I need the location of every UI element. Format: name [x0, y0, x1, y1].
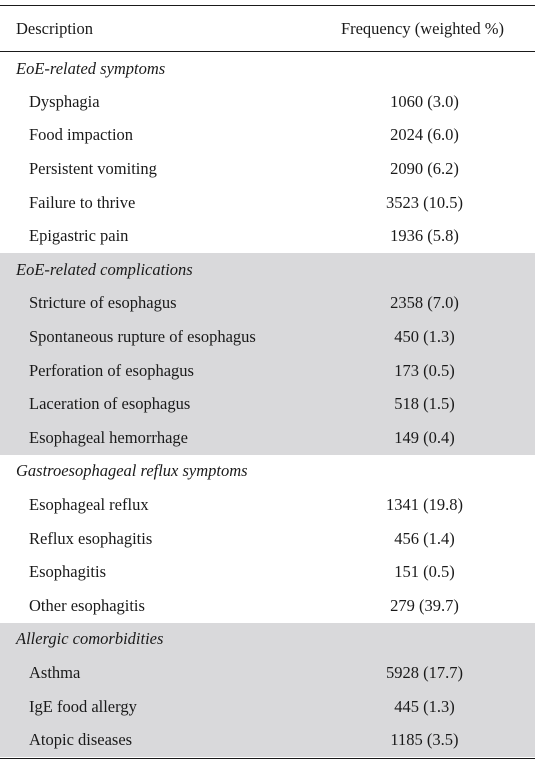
table-row — [0, 320, 535, 354]
section-title: Allergic comorbidities — [0, 623, 535, 657]
table-body — [0, 52, 535, 757]
section-title: EoE-related complications — [0, 253, 535, 287]
table-bottom-rule — [0, 758, 535, 759]
row-frequency: 149 (0.4) — [322, 421, 535, 455]
row-frequency: 279 (39.7) — [390, 595, 459, 615]
frequency-table — [0, 6, 535, 757]
row-description: Esophagitis — [29, 562, 106, 582]
table-row — [0, 723, 535, 757]
row-description: Esophageal reflux — [29, 495, 149, 515]
row-frequency: 151 (0.5) — [394, 562, 455, 582]
row-frequency: 2024 (6.0) — [390, 125, 459, 145]
row-frequency: 173 (0.5) — [322, 354, 535, 388]
table-row — [0, 589, 535, 623]
table-row — [0, 85, 535, 119]
row-frequency: 518 (1.5) — [322, 387, 535, 421]
section-row — [0, 52, 535, 86]
row-description: Reflux esophagitis — [29, 528, 153, 548]
row-description: Spontaneous rupture of esophagus — [0, 320, 322, 354]
table-row — [0, 488, 535, 522]
table-row — [0, 354, 535, 388]
table-row — [0, 119, 535, 153]
row-frequency: 2358 (7.0) — [322, 287, 535, 321]
row-description: Persistent vomiting — [29, 159, 157, 179]
row-frequency: 1185 (3.5) — [322, 723, 535, 757]
row-frequency: 5928 (17.7) — [322, 656, 535, 690]
table-row — [0, 421, 535, 455]
table-row — [0, 287, 535, 321]
table-row — [0, 186, 535, 220]
row-description: Esophageal hemorrhage — [0, 421, 322, 455]
row-frequency: 2090 (6.2) — [390, 159, 459, 179]
row-frequency: 1060 (3.0) — [390, 91, 459, 111]
row-frequency: 3523 (10.5) — [386, 192, 463, 212]
section-title: EoE-related symptoms — [16, 58, 166, 78]
row-description: Dysphagia — [29, 91, 100, 111]
row-description: Other esophagitis — [29, 595, 145, 615]
row-frequency: 1341 (19.8) — [386, 495, 463, 515]
row-description: Epigastric pain — [29, 226, 129, 246]
row-description: IgE food allergy — [0, 690, 322, 724]
row-frequency: 445 (1.3) — [322, 690, 535, 724]
section-title: Gastroesophageal reflux symptoms — [16, 461, 248, 481]
row-description: Laceration of esophagus — [0, 387, 322, 421]
table-row — [0, 152, 535, 186]
section-row — [0, 455, 535, 489]
section-row — [0, 623, 535, 657]
header-frequency: Frequency (weighted %) — [322, 6, 535, 52]
row-frequency: 456 (1.4) — [394, 528, 455, 548]
row-description: Food impaction — [29, 125, 134, 145]
row-description: Failure to thrive — [29, 192, 136, 212]
section-row — [0, 253, 535, 287]
table-row — [0, 219, 535, 253]
table-row — [0, 690, 535, 724]
row-frequency: 1936 (5.8) — [390, 226, 459, 246]
table-row — [0, 656, 535, 690]
table-row — [0, 522, 535, 556]
row-description: Stricture of esophagus — [0, 287, 322, 321]
row-description: Atopic diseases — [0, 723, 322, 757]
row-description: Perforation of esophagus — [0, 354, 322, 388]
header-description: Description — [0, 6, 322, 52]
table-header-row — [0, 6, 535, 52]
table-row — [0, 387, 535, 421]
row-description: Asthma — [0, 656, 322, 690]
table-row — [0, 555, 535, 589]
row-frequency: 450 (1.3) — [322, 320, 535, 354]
